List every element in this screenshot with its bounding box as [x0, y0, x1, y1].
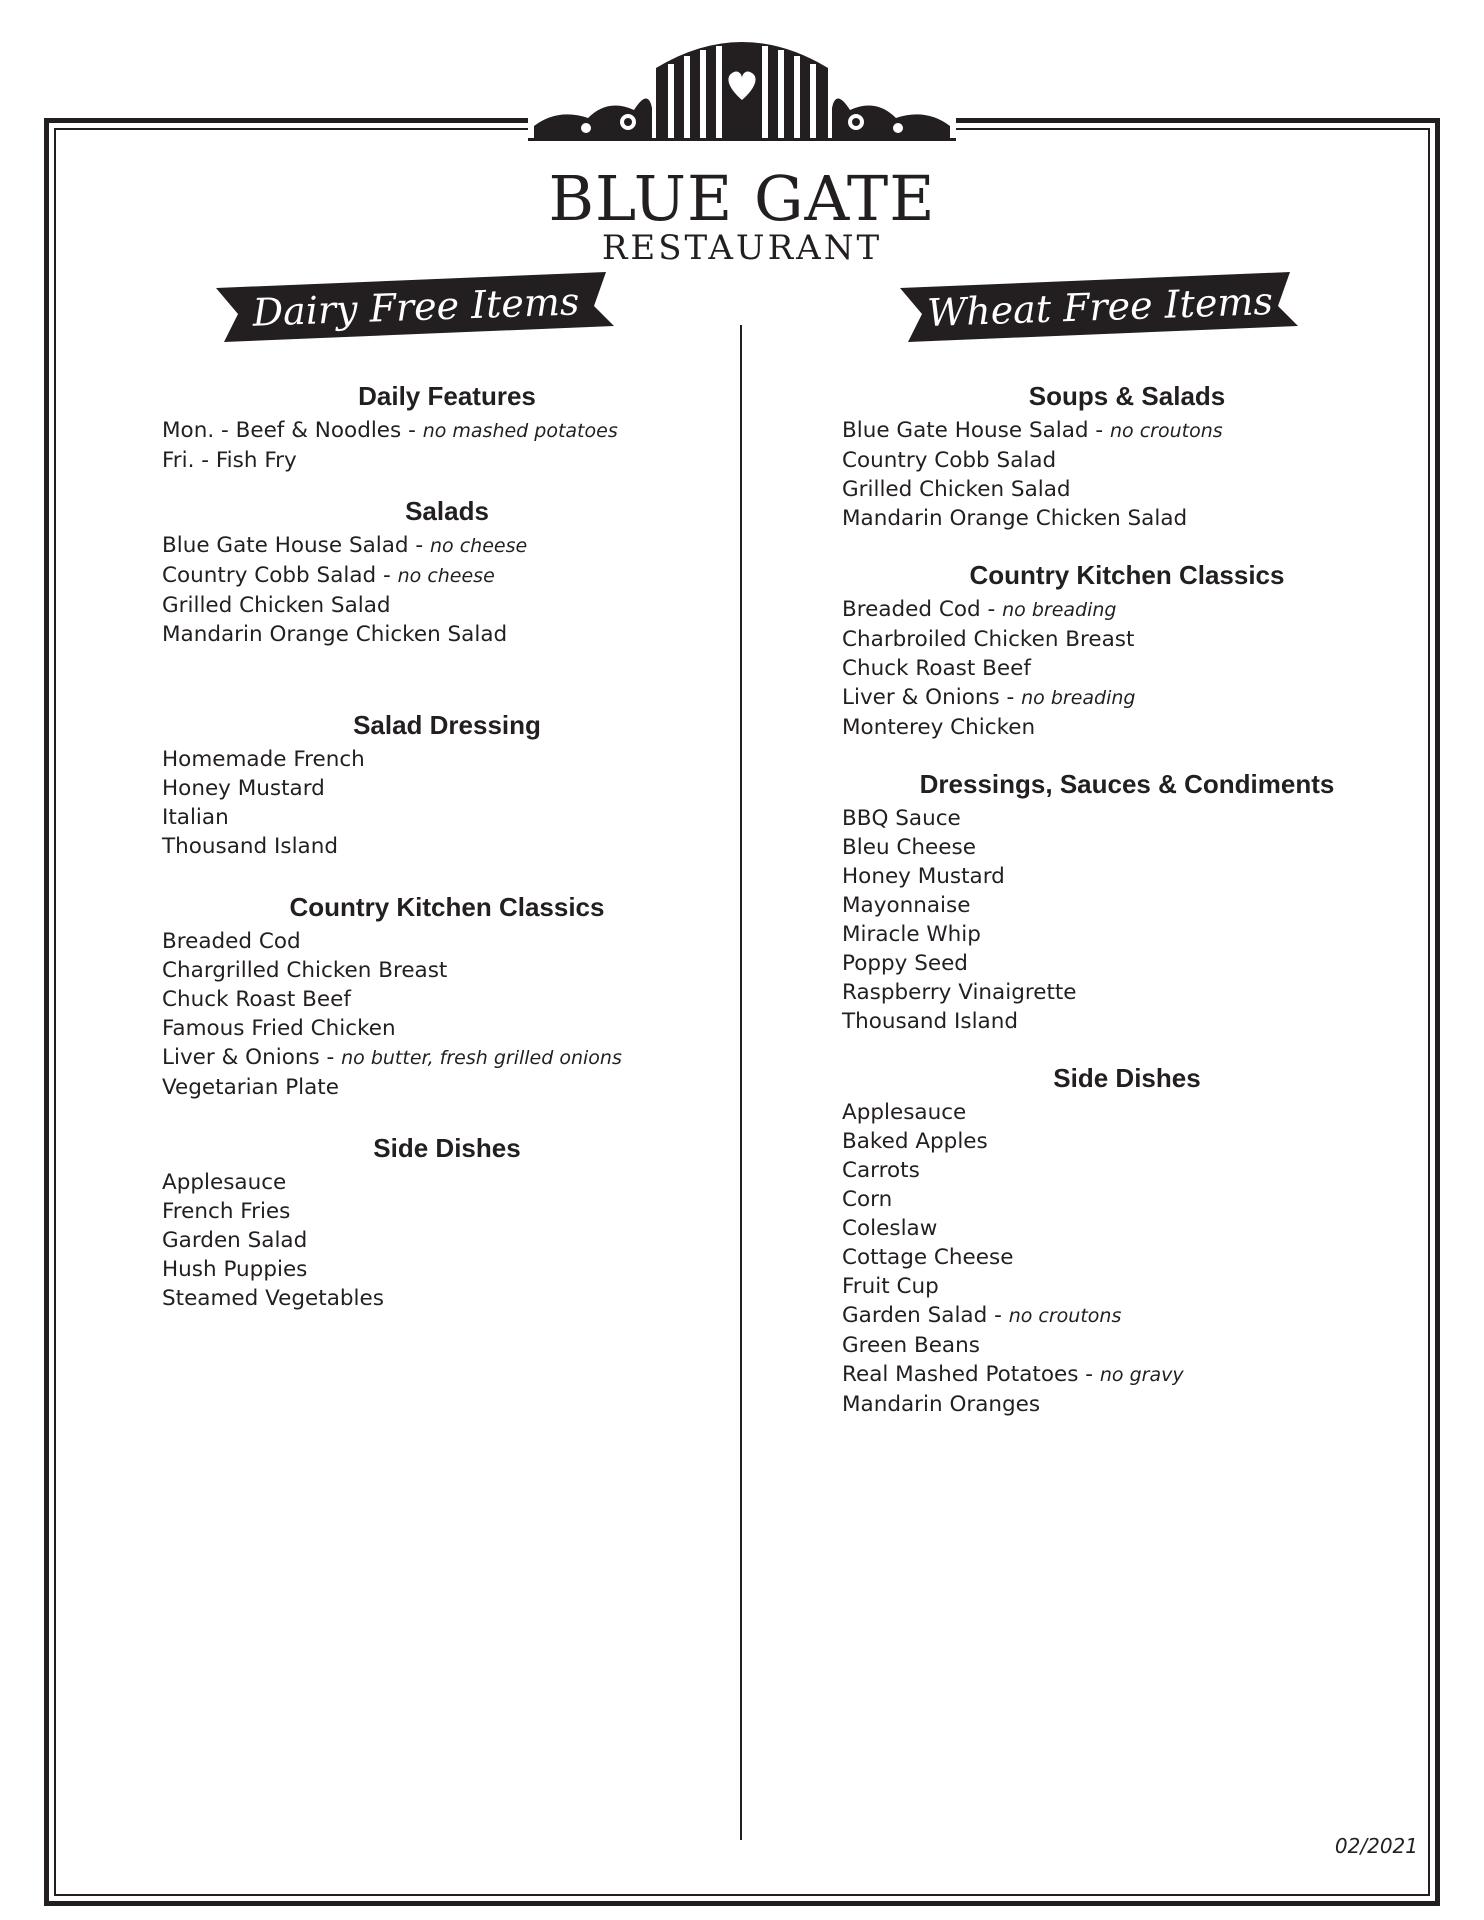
menu-item — [842, 595, 1412, 625]
menu-item-name: Coleslaw — [842, 1216, 938, 1241]
menu-section — [162, 495, 732, 649]
menu-item — [842, 1185, 1412, 1214]
menu-item — [842, 446, 1412, 475]
menu-item — [842, 1156, 1412, 1185]
banner-dairy-free-label: Dairy Free Items — [251, 279, 581, 335]
menu-item-name: Thousand Island — [842, 1009, 1018, 1034]
menu-item — [842, 1331, 1412, 1360]
menu-item — [842, 1243, 1412, 1272]
dairy-free-column — [162, 380, 732, 1313]
menu-item-name: Applesauce — [842, 1100, 967, 1125]
menu-item-note: no cheese — [397, 565, 495, 587]
menu-item-name: Green Beans — [842, 1333, 980, 1358]
note-separator: - — [319, 1045, 342, 1070]
menu-item-name: Mandarin Orange Chicken Salad — [842, 506, 1188, 531]
gate-icon — [528, 38, 956, 168]
menu-item-name: Liver & Onions — [842, 685, 1000, 710]
menu-item-name: Mandarin Oranges — [842, 1392, 1041, 1417]
menu-section — [162, 891, 732, 1102]
menu-item-name: Chargrilled Chicken Breast — [162, 958, 448, 983]
menu-item — [842, 833, 1412, 862]
menu-item — [842, 978, 1412, 1007]
menu-item-name: Mayonnaise — [842, 893, 971, 918]
menu-item — [842, 1360, 1412, 1390]
menu-item — [162, 927, 732, 956]
menu-item-name: Blue Gate House Salad — [162, 533, 409, 558]
menu-item — [162, 803, 732, 832]
menu-item — [162, 1168, 732, 1197]
menu-item-name: BBQ Sauce — [842, 806, 961, 831]
menu-item — [842, 504, 1412, 533]
menu-item — [162, 832, 732, 861]
menu-item — [162, 1226, 732, 1255]
menu-item — [842, 891, 1412, 920]
section-title: Side Dishes — [1053, 1063, 1201, 1093]
banner-wheat-free — [900, 272, 1300, 342]
section-title: Country Kitchen Classics — [969, 560, 1285, 590]
menu-item-name: Homemade French — [162, 747, 365, 772]
menu-item-name: Breaded Cod — [842, 597, 988, 622]
logo-title: BLUE GATE — [548, 162, 936, 235]
column-divider — [740, 325, 742, 1840]
menu-item — [842, 920, 1412, 949]
menu-item — [162, 620, 732, 649]
note-separator: - — [987, 597, 1003, 622]
menu-section — [162, 709, 732, 861]
menu-item-name: Cottage Cheese — [842, 1245, 1014, 1270]
menu-item — [842, 1098, 1412, 1127]
menu-item — [842, 1127, 1412, 1156]
restaurant-logo — [528, 38, 956, 268]
note-separator: - — [1078, 1362, 1100, 1387]
menu-item-name: Bleu Cheese — [842, 835, 976, 860]
menu-item-name: Carrots — [842, 1158, 920, 1183]
menu-section — [842, 768, 1412, 1036]
note-separator: - — [999, 685, 1022, 710]
menu-item-name: Applesauce — [162, 1170, 287, 1195]
menu-item-name: Mandarin Orange Chicken Salad — [162, 622, 508, 647]
menu-item-name: Country Cobb Salad — [842, 448, 1057, 473]
wheat-free-column — [842, 380, 1412, 1419]
menu-item-name: Grilled Chicken Salad — [162, 593, 391, 618]
menu-item-name: Steamed Vegetables — [162, 1286, 384, 1311]
menu-item-name: Baked Apples — [842, 1129, 988, 1154]
menu-item — [842, 683, 1412, 713]
menu-section — [842, 559, 1412, 742]
menu-item — [842, 862, 1412, 891]
section-title: Soups & Salads — [1028, 381, 1226, 411]
menu-item-name: French Fries — [162, 1199, 291, 1224]
menu-item — [842, 1007, 1412, 1036]
menu-item — [842, 1301, 1412, 1331]
menu-item — [842, 475, 1412, 504]
menu-item-name: Mon. - Beef & Noodles — [162, 418, 402, 443]
menu-item-name: Poppy Seed — [842, 951, 968, 976]
menu-item-name: Chuck Roast Beef — [162, 987, 351, 1012]
menu-item — [162, 745, 732, 774]
menu-item-note: no croutons — [1110, 420, 1223, 442]
menu-item-note: no breading — [1002, 599, 1117, 621]
menu-item — [162, 1014, 732, 1043]
menu-item — [842, 654, 1412, 683]
menu-item — [842, 625, 1412, 654]
menu-item — [162, 774, 732, 803]
menu-item-note: no breading — [1021, 687, 1136, 709]
menu-item-note: no gravy — [1099, 1364, 1184, 1386]
menu-item — [162, 1197, 732, 1226]
menu-item — [842, 949, 1412, 978]
menu-item-note: no croutons — [1008, 1305, 1122, 1327]
menu-item-name: Hush Puppies — [162, 1257, 308, 1282]
section-title: Dressings, Sauces & Condiments — [919, 769, 1335, 799]
note-separator: - — [376, 563, 398, 588]
menu-item — [842, 1272, 1412, 1301]
menu-section — [842, 1062, 1412, 1419]
menu-item-name: Chuck Roast Beef — [842, 656, 1031, 681]
menu-item-name: Raspberry Vinaigrette — [842, 980, 1077, 1005]
menu-item — [842, 1214, 1412, 1243]
note-separator: - — [1088, 418, 1111, 443]
menu-item-name: Fri. - Fish Fry — [162, 448, 297, 473]
menu-item-name: Country Cobb Salad — [162, 563, 377, 588]
menu-item-note: no mashed potatoes — [422, 420, 618, 442]
menu-item-name: Thousand Island — [162, 834, 338, 859]
menu-item-name: Honey Mustard — [162, 776, 325, 801]
menu-item-note: no cheese — [430, 535, 528, 557]
menu-item — [162, 1043, 732, 1073]
note-separator: - — [401, 418, 423, 443]
menu-item — [842, 416, 1412, 446]
menu-item — [162, 1073, 732, 1102]
menu-item — [162, 531, 732, 561]
banner-wheat-free-label: Wheat Free Items — [926, 278, 1274, 336]
menu-section — [842, 380, 1412, 533]
logo-subtitle: RESTAURANT — [601, 228, 883, 268]
note-separator: - — [987, 1303, 1009, 1328]
menu-item-name: Miracle Whip — [842, 922, 981, 947]
menu-item-name: Fruit Cup — [842, 1274, 939, 1299]
menu-item — [162, 446, 732, 475]
menu-section — [162, 380, 732, 475]
menu-item-name: Honey Mustard — [842, 864, 1005, 889]
note-separator: - — [408, 533, 431, 558]
section-title: Salads — [405, 496, 489, 526]
menu-item-name: Real Mashed Potatoes — [842, 1362, 1079, 1387]
menu-item-name: Grilled Chicken Salad — [842, 477, 1071, 502]
menu-item-name: Corn — [842, 1187, 893, 1212]
menu-item-name: Vegetarian Plate — [162, 1075, 339, 1100]
menu-item — [162, 985, 732, 1014]
menu-item-name: Italian — [162, 805, 229, 830]
menu-item — [842, 1390, 1412, 1419]
menu-item — [842, 713, 1412, 742]
section-title: Country Kitchen Classics — [289, 892, 605, 922]
menu-item-note: no butter, fresh grilled onions — [341, 1047, 622, 1069]
menu-item — [162, 561, 732, 591]
menu-item — [842, 804, 1412, 833]
menu-section — [162, 1132, 732, 1313]
menu-item-name: Liver & Onions — [162, 1045, 320, 1070]
menu-item-name: Garden Salad — [842, 1303, 988, 1328]
menu-item — [162, 591, 732, 620]
menu-item-name: Blue Gate House Salad — [842, 418, 1089, 443]
section-title: Salad Dressing — [353, 710, 541, 740]
section-title: Daily Features — [358, 381, 536, 411]
section-title: Side Dishes — [373, 1133, 521, 1163]
menu-item-name: Breaded Cod — [162, 929, 301, 954]
menu-item — [162, 1255, 732, 1284]
menu-item — [162, 956, 732, 985]
menu-item-name: Monterey Chicken — [842, 715, 1036, 740]
menu-item-name: Garden Salad — [162, 1228, 308, 1253]
banner-dairy-free — [216, 272, 616, 342]
menu-item-name: Famous Fried Chicken — [162, 1016, 396, 1041]
menu-item-name: Charbroiled Chicken Breast — [842, 627, 1135, 652]
menu-date: 02/2021 — [1334, 1834, 1418, 1858]
menu-item — [162, 416, 732, 446]
menu-item — [162, 1284, 732, 1313]
